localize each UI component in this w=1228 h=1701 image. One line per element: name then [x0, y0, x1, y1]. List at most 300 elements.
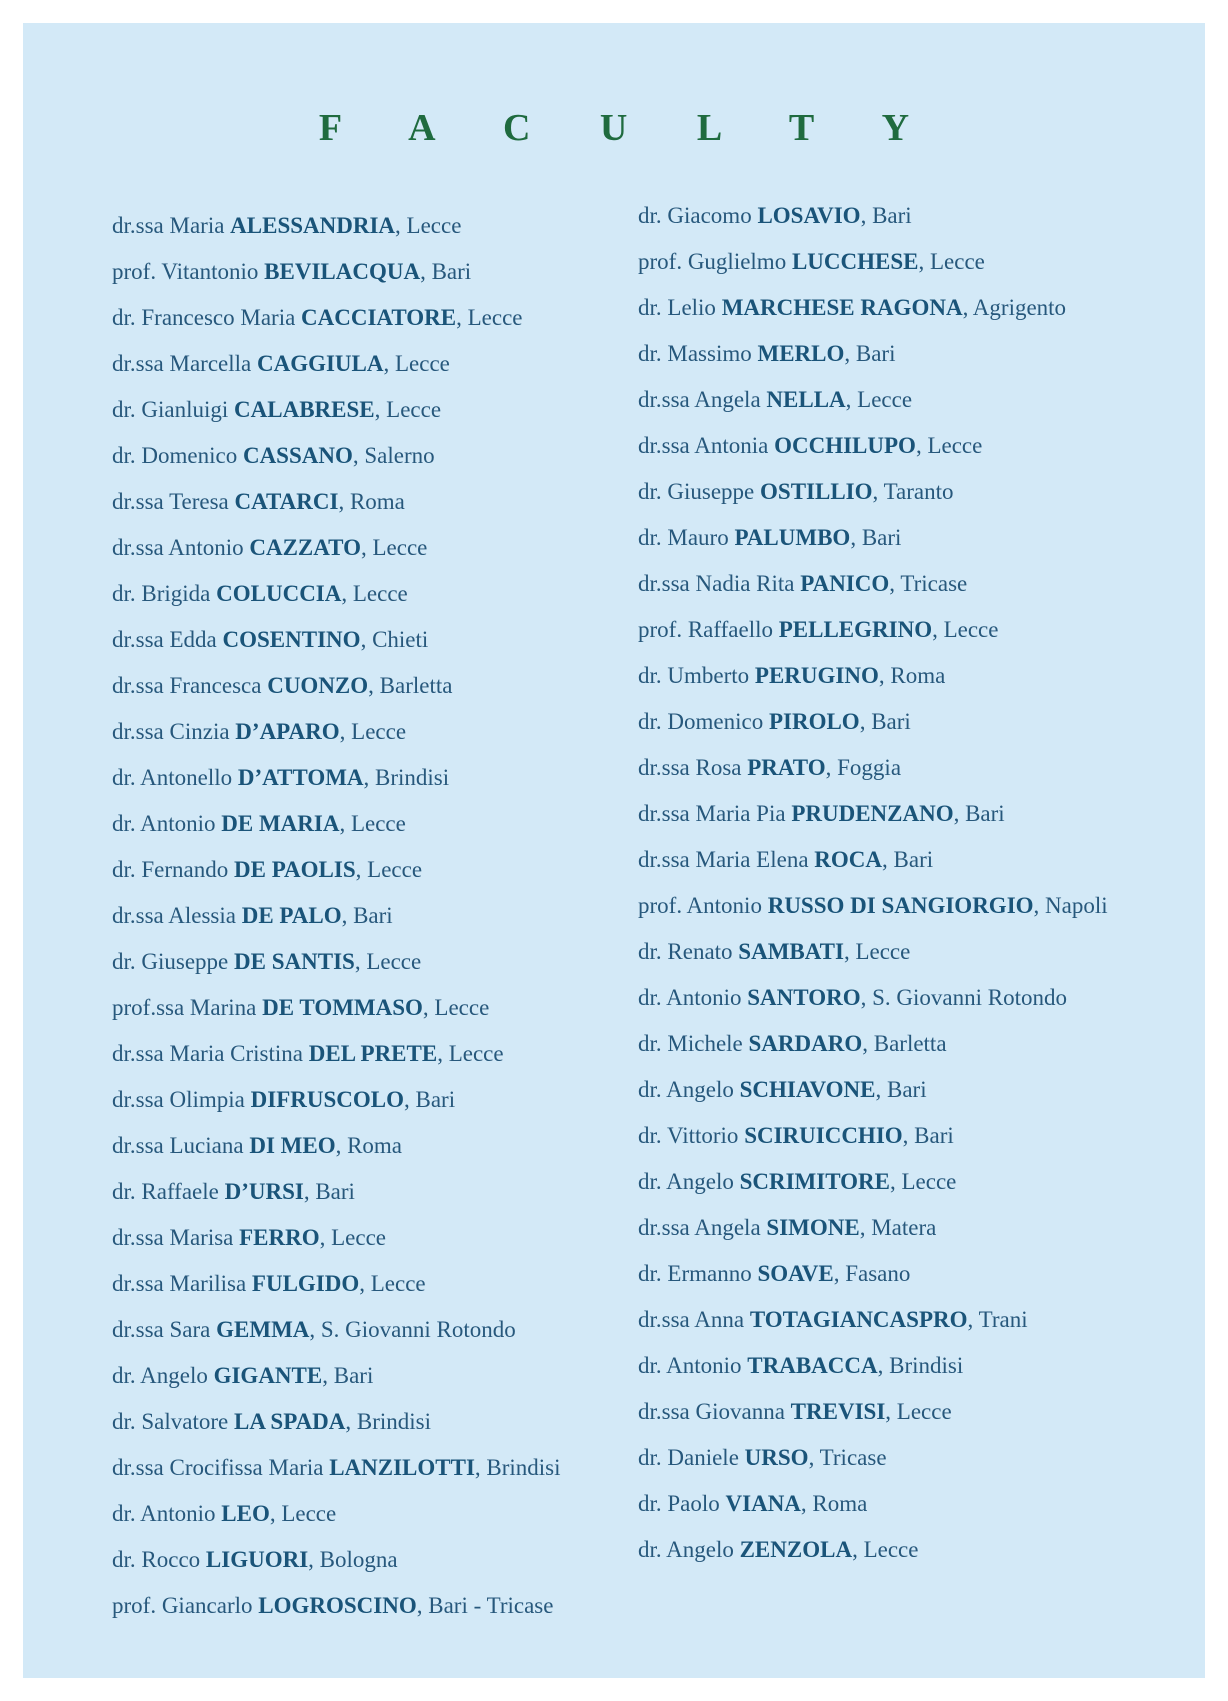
faculty-city: Roma	[890, 663, 946, 688]
faculty-city: Lecce	[370, 1271, 426, 1296]
separator-comma: ,	[416, 1593, 429, 1618]
faculty-entry	[638, 929, 1108, 975]
faculty-entry	[638, 1205, 1108, 1251]
faculty-surname: COSENTINO	[222, 627, 361, 652]
faculty-title-firstname: dr.ssa Marcella	[112, 351, 252, 376]
faculty-entry	[112, 1077, 561, 1123]
separator-comma: ,	[360, 627, 373, 652]
faculty-surname: BEVILACQUA	[264, 259, 421, 284]
faculty-surname: LA SPADA	[234, 1409, 346, 1434]
separator-comma: ,	[308, 1547, 320, 1572]
separator-comma: ,	[420, 259, 432, 284]
faculty-city: Foggia	[837, 755, 902, 780]
faculty-surname: ROCA	[814, 847, 883, 872]
faculty-city: Lecce	[406, 213, 462, 238]
faculty-title-firstname: dr.ssa Maria Elena	[638, 847, 809, 872]
faculty-surname: ZENZOLA	[739, 1537, 853, 1562]
faculty-title-firstname: prof. Giancarlo	[112, 1593, 253, 1618]
faculty-city: Bari	[914, 1123, 954, 1148]
faculty-title-firstname: dr. Giuseppe	[112, 949, 229, 974]
separator-comma: ,	[354, 949, 367, 974]
faculty-city: Lecce	[395, 351, 450, 376]
faculty-city: Chieti	[372, 627, 429, 652]
faculty-title-firstname: dr. Lelio	[638, 295, 716, 320]
faculty-city: Napoli	[1045, 893, 1108, 918]
page-title: F A C U L T Y	[318, 107, 940, 149]
separator-comma: ,	[872, 479, 884, 504]
faculty-entry	[638, 1297, 1108, 1343]
faculty-title-firstname: dr.ssa Marisa	[112, 1225, 234, 1250]
separator-comma: ,	[875, 1077, 887, 1102]
faculty-entry	[638, 377, 1108, 423]
faculty-surname: SCRIMITORE	[739, 1169, 890, 1194]
separator-comma: ,	[374, 397, 387, 422]
faculty-surname: FULGIDO	[251, 1271, 360, 1296]
faculty-city: Bari	[855, 341, 896, 366]
faculty-entry	[112, 1261, 561, 1307]
faculty-surname: PRATO	[747, 755, 826, 780]
separator-comma: ,	[889, 1169, 902, 1194]
faculty-city: Bari	[893, 847, 934, 872]
faculty-title-firstname: dr. Umberto	[638, 663, 750, 688]
faculty-surname: LANZILOTTI	[329, 1455, 475, 1480]
faculty-entry	[638, 1251, 1108, 1297]
faculty-entry	[112, 571, 561, 617]
faculty-surname: PRUDENZANO	[791, 801, 954, 826]
faculty-city: Brindisi	[486, 1455, 561, 1480]
faculty-entry	[638, 653, 1108, 699]
separator-comma: ,	[456, 305, 468, 330]
faculty-entry	[112, 1537, 561, 1583]
faculty-city: Lecce	[372, 535, 428, 560]
separator-comma: ,	[843, 939, 856, 964]
faculty-city: Bari	[965, 801, 1005, 826]
faculty-surname: OSTILLIO	[760, 479, 873, 504]
separator-comma: ,	[345, 1409, 357, 1434]
faculty-city: Roma	[812, 1491, 868, 1516]
faculty-surname: COLUCCIA	[216, 581, 342, 606]
faculty-surname: FERRO	[239, 1225, 320, 1250]
faculty-entry	[112, 1307, 561, 1353]
separator-comma: ,	[1033, 893, 1046, 918]
faculty-city: Brindisi	[889, 1353, 964, 1378]
faculty-city: Trani	[978, 1307, 1028, 1332]
separator-comma: ,	[845, 387, 858, 412]
separator-comma: ,	[953, 801, 966, 826]
faculty-surname: D’APARO	[235, 719, 340, 744]
faculty-title-firstname: dr. Antonio	[112, 811, 216, 836]
faculty-entry	[112, 433, 561, 479]
separator-comma: ,	[859, 1215, 872, 1240]
faculty-surname: GEMMA	[216, 1317, 310, 1342]
separator-comma: ,	[833, 1261, 846, 1286]
faculty-city: Lecce	[366, 949, 422, 974]
separator-comma: ,	[269, 1501, 282, 1526]
faculty-entry	[638, 745, 1108, 791]
separator-comma: ,	[850, 525, 862, 550]
faculty-entry	[638, 883, 1108, 929]
separator-comma: ,	[860, 203, 873, 228]
faculty-title-firstname: dr.ssa Crocifissa Maria	[112, 1455, 324, 1480]
separator-comma: ,	[319, 1225, 332, 1250]
faculty-surname: DE SANTIS	[234, 949, 355, 974]
faculty-entry	[112, 1169, 561, 1215]
faculty-title-firstname: dr. Domenico	[112, 443, 238, 468]
faculty-surname: CASSANO	[242, 443, 353, 468]
faculty-city: Lecce	[352, 581, 408, 606]
faculty-city: Lecce	[896, 1399, 952, 1424]
faculty-surname: SARDARO	[748, 1031, 863, 1056]
faculty-title-firstname: dr.ssa Rosa	[638, 755, 742, 780]
separator-comma: ,	[878, 663, 891, 688]
faculty-surname: TREVISI	[790, 1399, 886, 1424]
faculty-city: Bari	[333, 1363, 374, 1388]
faculty-entry	[638, 1067, 1108, 1113]
faculty-title-firstname: dr.ssa Marilisa	[112, 1271, 247, 1296]
separator-comma: ,	[383, 351, 395, 376]
faculty-surname: CACCIATORE	[301, 305, 457, 330]
faculty-title-firstname: prof. Guglielmo	[638, 249, 787, 274]
faculty-entry	[638, 561, 1108, 607]
faculty-entry	[638, 239, 1108, 285]
faculty-city: Lecce	[863, 1537, 919, 1562]
faculty-city: Lecce	[855, 939, 911, 964]
faculty-surname: LIGUORI	[205, 1547, 309, 1572]
separator-comma: ,	[338, 489, 350, 514]
faculty-title-firstname: dr.ssa Maria Cristina	[112, 1041, 303, 1066]
faculty-surname: SCIRUICCHIO	[744, 1123, 903, 1148]
faculty-entry	[112, 249, 561, 295]
faculty-city: Lecce	[901, 1169, 957, 1194]
faculty-entry	[112, 1215, 561, 1261]
faculty-entry	[112, 525, 561, 571]
faculty-surname: TOTAGIANCASPRO	[749, 1307, 968, 1332]
faculty-city: Roma	[349, 489, 405, 514]
faculty-surname: VIANA	[725, 1491, 801, 1516]
faculty-title-firstname: dr.ssa Nadia Rita	[638, 571, 795, 596]
faculty-city: Lecce	[930, 249, 985, 274]
faculty-city: Taranto	[883, 479, 954, 504]
faculty-title-firstname: dr.ssa Sara	[112, 1317, 211, 1342]
faculty-surname: DIFRUSCOLO	[250, 1087, 404, 1112]
faculty-surname: SOAVE	[757, 1261, 834, 1286]
faculty-surname: MARCHESE RAGONA	[721, 295, 963, 320]
separator-comma: ,	[877, 1353, 890, 1378]
faculty-city: Lecce	[331, 1225, 387, 1250]
faculty-city: Lecce	[448, 1041, 504, 1066]
faculty-surname: CALABRESE	[234, 397, 375, 422]
faculty-entry	[638, 331, 1108, 377]
faculty-entry	[638, 1159, 1108, 1205]
faculty-entry	[112, 1445, 561, 1491]
faculty-entry	[638, 515, 1108, 561]
separator-comma: ,	[860, 985, 873, 1010]
separator-comma: ,	[341, 581, 353, 606]
separator-comma: ,	[335, 1133, 348, 1158]
faculty-surname: SIMONE	[766, 1215, 860, 1240]
separator-comma: ,	[474, 1455, 487, 1480]
faculty-entry	[112, 387, 561, 433]
faculty-entry	[638, 1481, 1108, 1527]
faculty-surname: LEO	[221, 1501, 270, 1526]
faculty-city: Lecce	[927, 433, 983, 458]
faculty-entry	[638, 1435, 1108, 1481]
faculty-title-firstname: prof. Antonio	[638, 893, 762, 918]
faculty-city: Brindisi	[356, 1409, 432, 1434]
faculty-title-firstname: dr. Mauro	[638, 525, 729, 550]
faculty-title-firstname: dr. Salvatore	[112, 1409, 229, 1434]
faculty-entry	[638, 607, 1108, 653]
faculty-title-firstname: dr.ssa Alessia	[112, 903, 236, 928]
separator-comma: ,	[852, 1537, 864, 1562]
separator-comma: ,	[395, 213, 407, 238]
faculty-city: Lecce	[386, 397, 442, 422]
separator-comma: ,	[859, 709, 872, 734]
faculty-surname: PERUGINO	[754, 663, 879, 688]
separator-comma: ,	[889, 571, 901, 596]
faculty-surname: DEL PRETE	[308, 1041, 438, 1066]
separator-comma: ,	[882, 847, 894, 872]
faculty-title-firstname: dr. Antonio	[638, 1353, 742, 1378]
faculty-title-firstname: dr. Fernando	[112, 857, 229, 882]
faculty-city: Lecce	[281, 1501, 337, 1526]
faculty-entry	[112, 1353, 561, 1399]
faculty-title-firstname: dr. Domenico	[638, 709, 764, 734]
faculty-entry	[638, 837, 1108, 883]
faculty-entry	[112, 939, 561, 985]
faculty-city: Barletta	[379, 673, 453, 698]
faculty-city: Lecce	[351, 719, 407, 744]
faculty-title-firstname: dr. Angelo	[638, 1537, 734, 1562]
faculty-city: Bari - Tricase	[428, 1593, 554, 1618]
separator-comma: ,	[361, 535, 373, 560]
faculty-entry	[112, 1491, 561, 1537]
separator-comma: ,	[808, 1445, 820, 1470]
faculty-surname: DI MEO	[249, 1133, 336, 1158]
faculty-city: Tricase	[900, 571, 968, 596]
separator-comma: ,	[862, 1031, 874, 1056]
faculty-surname: DE MARIA	[221, 811, 340, 836]
faculty-entry	[112, 203, 561, 249]
faculty-city: Bari	[315, 1179, 355, 1204]
faculty-city: Lecce	[434, 995, 490, 1020]
separator-comma: ,	[341, 903, 354, 928]
faculty-entry	[638, 1021, 1108, 1067]
faculty-title-firstname: dr.ssa Cinzia	[112, 719, 230, 744]
separator-comma: ,	[885, 1399, 897, 1424]
separator-comma: ,	[825, 755, 838, 780]
faculty-city: S. Giovanni Rotondo	[872, 985, 1067, 1010]
faculty-title-firstname: dr.ssa Edda	[112, 627, 217, 652]
faculty-surname: DE PAOLIS	[234, 857, 356, 882]
faculty-title-firstname: dr. Francesco Maria	[112, 305, 296, 330]
faculty-entry	[638, 1527, 1108, 1573]
separator-comma: ,	[309, 1317, 321, 1342]
faculty-list-right	[638, 193, 1108, 1573]
separator-comma: ,	[322, 1363, 334, 1388]
faculty-entry	[112, 847, 561, 893]
separator-comma: ,	[902, 1123, 915, 1148]
separator-comma: ,	[918, 249, 930, 274]
faculty-city: Matera	[871, 1215, 937, 1240]
faculty-entry	[638, 1343, 1108, 1389]
faculty-city: Roma	[347, 1133, 403, 1158]
separator-comma: ,	[368, 673, 380, 698]
faculty-title-firstname: dr.ssa Angela	[638, 387, 761, 412]
faculty-title-firstname: dr. Antonio	[638, 985, 742, 1010]
faculty-city: Fasano	[845, 1261, 911, 1286]
faculty-surname: LOGROSCINO	[258, 1593, 417, 1618]
faculty-title-firstname: dr.ssa Maria	[112, 213, 225, 238]
faculty-surname: SANTORO	[747, 985, 861, 1010]
faculty-title-firstname: dr.ssa Angela	[638, 1215, 761, 1240]
faculty-title-firstname: dr.ssa Giovanna	[638, 1399, 785, 1424]
faculty-surname: SAMBATI	[738, 939, 844, 964]
separator-comma: ,	[915, 433, 928, 458]
faculty-entry	[112, 663, 561, 709]
separator-comma: ,	[339, 719, 352, 744]
separator-comma: ,	[967, 1307, 979, 1332]
faculty-city: Bari	[431, 259, 472, 284]
faculty-city: Barletta	[873, 1031, 947, 1056]
faculty-surname: SCHIAVONE	[739, 1077, 876, 1102]
faculty-entry	[638, 791, 1108, 837]
faculty-title-firstname: dr. Angelo	[112, 1363, 208, 1388]
faculty-title-firstname: dr.ssa Antonia	[638, 433, 769, 458]
faculty-title-firstname: dr. Giacomo	[638, 203, 752, 228]
faculty-title-firstname: dr. Angelo	[638, 1169, 734, 1194]
faculty-entry	[638, 285, 1108, 331]
separator-comma: ,	[422, 995, 435, 1020]
faculty-city: Bologna	[319, 1547, 398, 1572]
faculty-entry	[112, 1583, 561, 1629]
separator-comma: ,	[932, 617, 944, 642]
faculty-entry	[638, 469, 1108, 515]
faculty-entry	[112, 341, 561, 387]
faculty-title-firstname: dr. Renato	[638, 939, 733, 964]
faculty-city: S. Giovanni Rotondo	[320, 1317, 516, 1342]
faculty-city: Agrigento	[972, 295, 1067, 320]
faculty-entry	[112, 801, 561, 847]
faculty-city: Lecce	[943, 617, 999, 642]
separator-comma: ,	[844, 341, 856, 366]
faculty-surname: PALUMBO	[734, 525, 851, 550]
faculty-entry	[112, 893, 561, 939]
faculty-surname: PIROLO	[768, 709, 860, 734]
faculty-surname: CUONZO	[267, 673, 369, 698]
faculty-entry	[112, 617, 561, 663]
faculty-city: Brindisi	[375, 765, 450, 790]
faculty-surname: CAGGIULA	[256, 351, 384, 376]
faculty-city: Bari	[886, 1077, 927, 1102]
faculty-title-firstname: dr. Giuseppe	[638, 479, 755, 504]
faculty-entry	[638, 699, 1108, 745]
faculty-entry	[112, 479, 561, 525]
faculty-surname: ALESSANDRIA	[230, 213, 396, 238]
faculty-surname: CATARCI	[234, 489, 339, 514]
separator-comma: ,	[352, 443, 365, 468]
faculty-surname: DE PALO	[241, 903, 342, 928]
separator-comma: ,	[404, 1087, 416, 1112]
faculty-surname: URSO	[744, 1445, 809, 1470]
separator-comma: ,	[363, 765, 376, 790]
faculty-city: Lecce	[467, 305, 523, 330]
faculty-entry	[638, 1113, 1108, 1159]
faculty-title-firstname: prof. Vitantonio	[112, 259, 259, 284]
faculty-entry	[638, 423, 1108, 469]
faculty-title-firstname: dr. Vittorio	[638, 1123, 739, 1148]
separator-comma: ,	[339, 811, 351, 836]
faculty-title-firstname: dr. Ermanno	[638, 1261, 752, 1286]
faculty-city: Bari	[415, 1087, 456, 1112]
faculty-surname: LOSAVIO	[757, 203, 861, 228]
faculty-surname: GIGANTE	[213, 1363, 323, 1388]
faculty-title-firstname: prof.ssa Marina	[112, 995, 257, 1020]
faculty-title-firstname: dr. Michele	[638, 1031, 743, 1056]
faculty-surname: NELLA	[766, 387, 846, 412]
faculty-title-firstname: dr.ssa Francesca	[112, 673, 262, 698]
faculty-title-firstname: dr.ssa Anna	[638, 1307, 745, 1332]
separator-comma: ,	[437, 1041, 449, 1066]
faculty-title-firstname: dr. Angelo	[638, 1077, 734, 1102]
faculty-surname: RUSSO DI SANGIORGIO	[767, 893, 1034, 918]
faculty-surname: TRABACCA	[747, 1353, 878, 1378]
faculty-title-firstname: dr. Paolo	[638, 1491, 720, 1516]
faculty-surname: CAZZATO	[249, 535, 361, 560]
faculty-entry	[112, 295, 561, 341]
faculty-entry	[638, 193, 1108, 239]
faculty-title-firstname: dr. Raffaele	[112, 1179, 219, 1204]
separator-comma: ,	[303, 1179, 316, 1204]
faculty-city: Bari	[871, 709, 911, 734]
faculty-title-firstname: dr.ssa Luciana	[112, 1133, 244, 1158]
faculty-surname: PANICO	[800, 571, 890, 596]
faculty-entry	[638, 1389, 1108, 1435]
faculty-city: Lecce	[367, 857, 423, 882]
separator-comma: ,	[962, 295, 973, 320]
faculty-title-firstname: dr.ssa Maria Pia	[638, 801, 786, 826]
faculty-surname: D’ATTOMA	[237, 765, 364, 790]
faculty-title-firstname: dr.ssa Olimpia	[112, 1087, 245, 1112]
separator-comma: ,	[800, 1491, 813, 1516]
faculty-city: Bari	[861, 525, 902, 550]
faculty-city: Lecce	[857, 387, 913, 412]
faculty-surname: MERLO	[757, 341, 845, 366]
faculty-city: Lecce	[350, 811, 406, 836]
faculty-entry	[112, 709, 561, 755]
faculty-title-firstname: dr. Gianluigi	[112, 397, 229, 422]
separator-comma: ,	[359, 1271, 371, 1296]
faculty-title-firstname: dr. Brigida	[112, 581, 211, 606]
faculty-entry	[112, 1031, 561, 1077]
faculty-surname: D’URSI	[224, 1179, 304, 1204]
faculty-title-firstname: dr. Rocco	[112, 1547, 201, 1572]
faculty-city: Salerno	[364, 443, 435, 468]
faculty-surname: OCCHILUPO	[774, 433, 916, 458]
faculty-city: Tricase	[819, 1445, 887, 1470]
faculty-entry	[112, 1123, 561, 1169]
faculty-city: Bari	[353, 903, 393, 928]
faculty-title-firstname: prof. Raffaello	[638, 617, 773, 642]
faculty-title-firstname: dr.ssa Antonio	[112, 535, 244, 560]
faculty-title-firstname: dr. Daniele	[638, 1445, 739, 1470]
faculty-entry	[112, 1399, 561, 1445]
faculty-city: Bari	[872, 203, 912, 228]
faculty-surname: PELLEGRINO	[778, 617, 933, 642]
faculty-entry	[112, 985, 561, 1031]
faculty-title-firstname: dr.ssa Teresa	[112, 489, 229, 514]
faculty-surname: DE TOMMASO	[262, 995, 423, 1020]
